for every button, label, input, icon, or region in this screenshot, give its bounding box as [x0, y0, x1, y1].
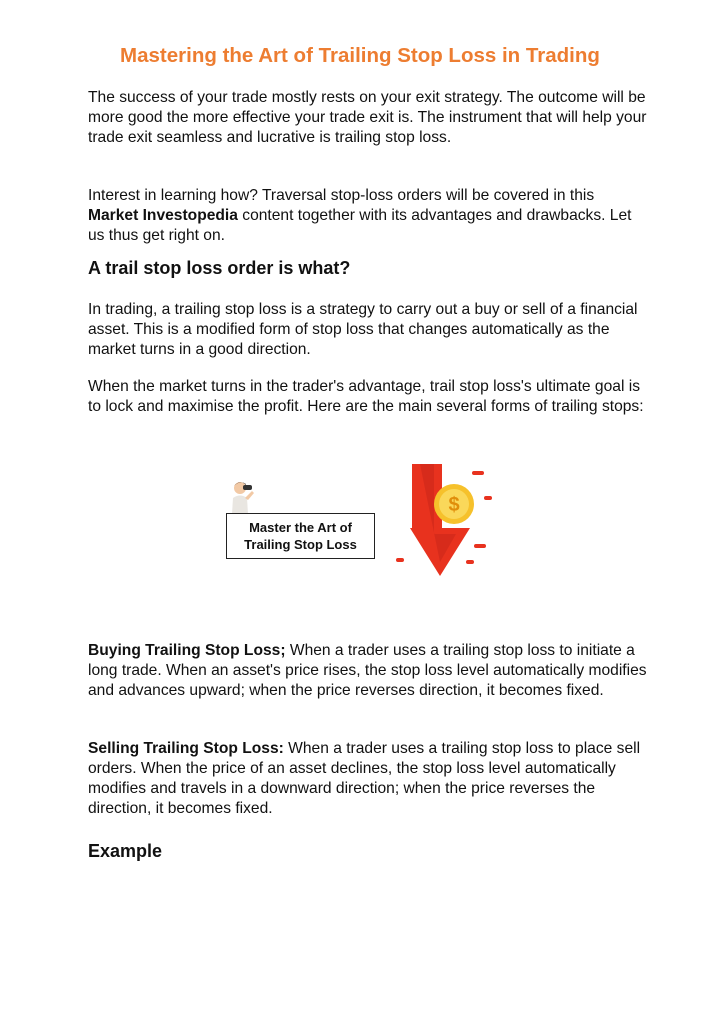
buying-label: Buying Trailing Stop Loss;: [88, 642, 286, 659]
coin-dollar-symbol: $: [448, 494, 460, 516]
selling-label: Selling Trailing Stop Loss:: [88, 740, 284, 757]
buying-text: When a trader uses a trailing stop loss to initiate a long trade. When an asset's price rises, the stop loss level automatically modifies and advances upward; when the price reverses direction, it becomes fixed.: [88, 642, 647, 699]
interest-text-after: content together with its advantages and drawbacks. Let us thus get right on.: [88, 207, 632, 244]
interest-paragraph: [88, 186, 648, 246]
section-heading-example: Example: [88, 841, 163, 861]
interest-text-before: Interest in learning how? Traversal stop-loss orders will be covered in this: [88, 187, 595, 204]
page-title: Mastering the Art of Trailing Stop Loss in Trading: [120, 44, 600, 67]
person-with-binoculars-icon: [228, 480, 258, 514]
buying-trailing-stop-paragraph: [88, 641, 648, 701]
master-art-badge: Master the Art of Trailing Stop Loss: [226, 513, 375, 559]
downward-arrow-coin-icon: [390, 458, 512, 582]
market-investopedia-link-text: Market Investopedia: [88, 207, 238, 224]
trailing-stop-loss-illustration: [222, 458, 512, 582]
definition-paragraph: In trading, a trailing stop loss is a strategy to carry out a buy or sell of a financial asset. This is a modified form of stop loss that changes automatically as the market turns in a good direction.: [88, 301, 638, 358]
selling-trailing-stop-paragraph: [88, 739, 648, 819]
section-heading-trail-stop-loss: A trail stop loss order is what?: [88, 258, 351, 278]
selling-text: When a trader uses a trailing stop loss to place sell orders. When the price of an asset declines, the stop loss level automatically modifies and travels in a downward direction; when the price reverses the direction, it becomes fixed.: [88, 740, 641, 817]
goal-paragraph: When the market turns in the trader's advantage, trail stop loss's ultimate goal is to lock and maximise the profit. Here are the main several forms of trailing stops:: [88, 378, 644, 415]
intro-paragraph: The success of your trade mostly rests on your exit strategy. The outcome will be more good the more effective your trade exit is. The instrument that will help your trade exit seamless and lucrative is trailing stop loss.: [88, 89, 647, 146]
